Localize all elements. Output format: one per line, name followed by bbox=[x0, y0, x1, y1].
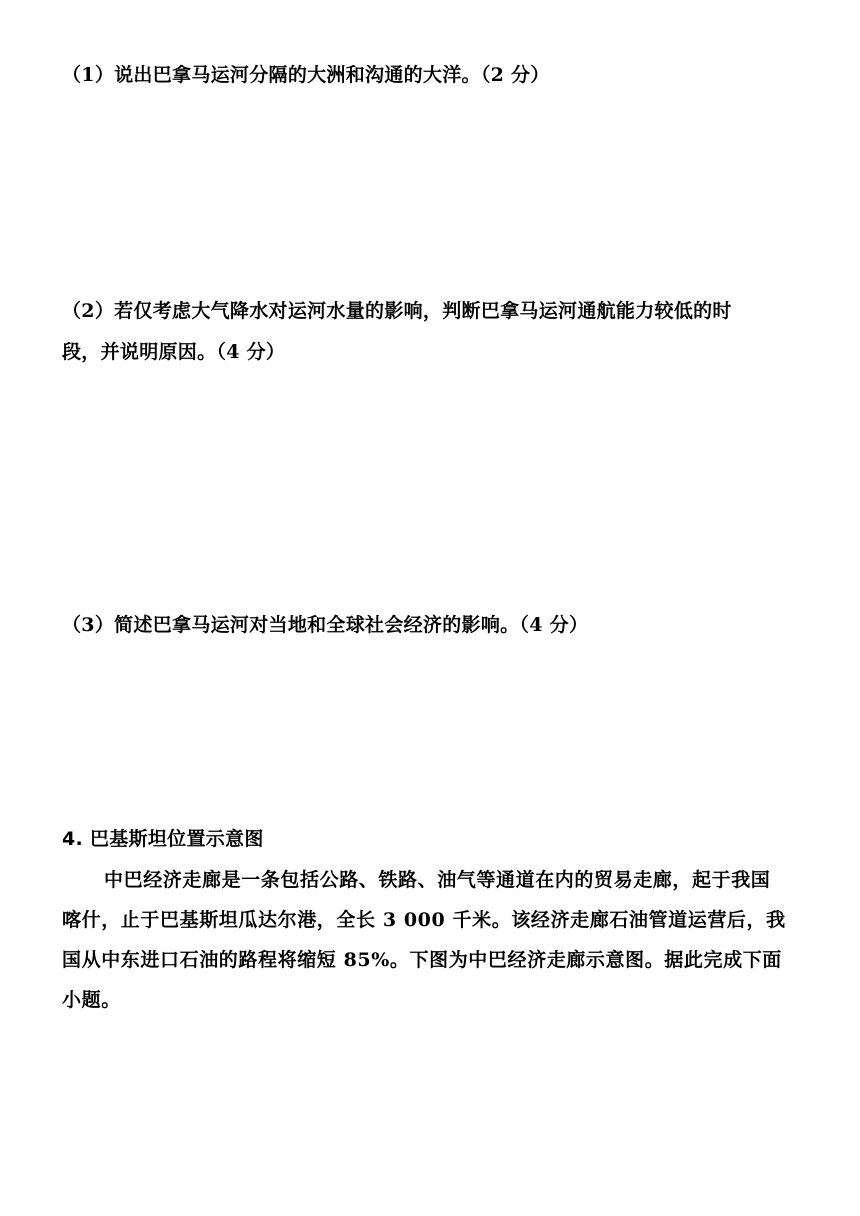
section-4-title: 4. 巴基斯坦位置示意图 bbox=[62, 828, 264, 850]
question-3: （3）简述巴拿马运河对当地和全球社会经济的影响。（4 分） bbox=[62, 614, 589, 636]
paragraph-line: 国从中东进口石油的路程将缩短 85%。下图为中巴经济走廊示意图。据此完成下面 bbox=[62, 949, 782, 971]
section-4-paragraph bbox=[62, 860, 802, 1020]
paragraph-line: 中巴经济走廊是一条包括公路、铁路、油气等通道在内的贸易走廊，起于我国 bbox=[104, 869, 771, 891]
question-2-line-2: 段，并说明原因。（4 分） bbox=[62, 341, 286, 363]
question-2-line-1: （2）若仅考虑大气降水对运河水量的影响，判断巴拿马运河通航能力较低的时 bbox=[62, 300, 732, 322]
paragraph-line: 小题。 bbox=[62, 989, 121, 1011]
paragraph-line: 喀什，止于巴基斯坦瓜达尔港，全长 3 000 千米。该经济走廊石油管道运营后，我 bbox=[62, 909, 786, 931]
question-1: （1）说出巴拿马运河分隔的大洲和沟通的大洋。（2 分） bbox=[62, 64, 550, 86]
